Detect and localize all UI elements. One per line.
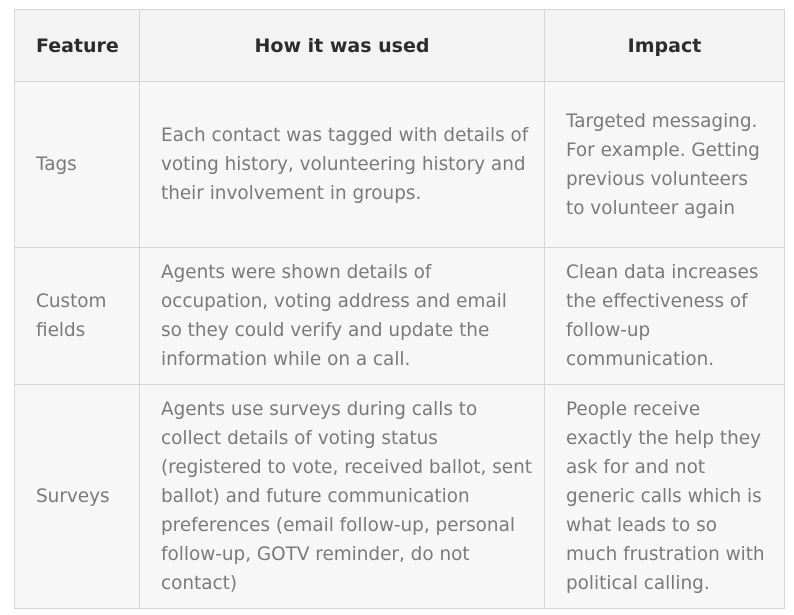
header-feature: Feature: [15, 10, 140, 82]
feature-cell: Surveys: [15, 385, 140, 609]
header-how-used: How it was used: [140, 10, 545, 82]
table-row: [15, 248, 785, 385]
table-row: [15, 82, 785, 248]
impact-cell: Clean data increases the effectiveness of follow-up communication.: [545, 248, 785, 385]
feature-usage-table: [14, 9, 785, 609]
how-used-cell: Agents use surveys during calls to collect details of voting status (registered to vote, received ballot, sent ballot) and future communication preferences (email follow-up, personal follow-up, GOTV reminder, do not contact): [140, 385, 545, 609]
table-row: [15, 385, 785, 609]
impact-cell: People receive exactly the help they ask for and not generic calls which is what leads to so much frustration with political calling.: [545, 385, 785, 609]
how-used-cell: Agents were shown details of occupation, voting address and email so they could verify and update the information while on a call.: [140, 248, 545, 385]
how-used-cell: Each contact was tagged with details of voting history, volunteering history and their involvement in groups.: [140, 82, 545, 248]
header-impact: Impact: [545, 10, 785, 82]
table-header-row: [15, 10, 785, 82]
feature-cell: Tags: [15, 82, 140, 248]
feature-cell: Custom fields: [15, 248, 140, 385]
impact-cell: Targeted messaging. For example. Getting previous volunteers to volunteer again: [545, 82, 785, 248]
